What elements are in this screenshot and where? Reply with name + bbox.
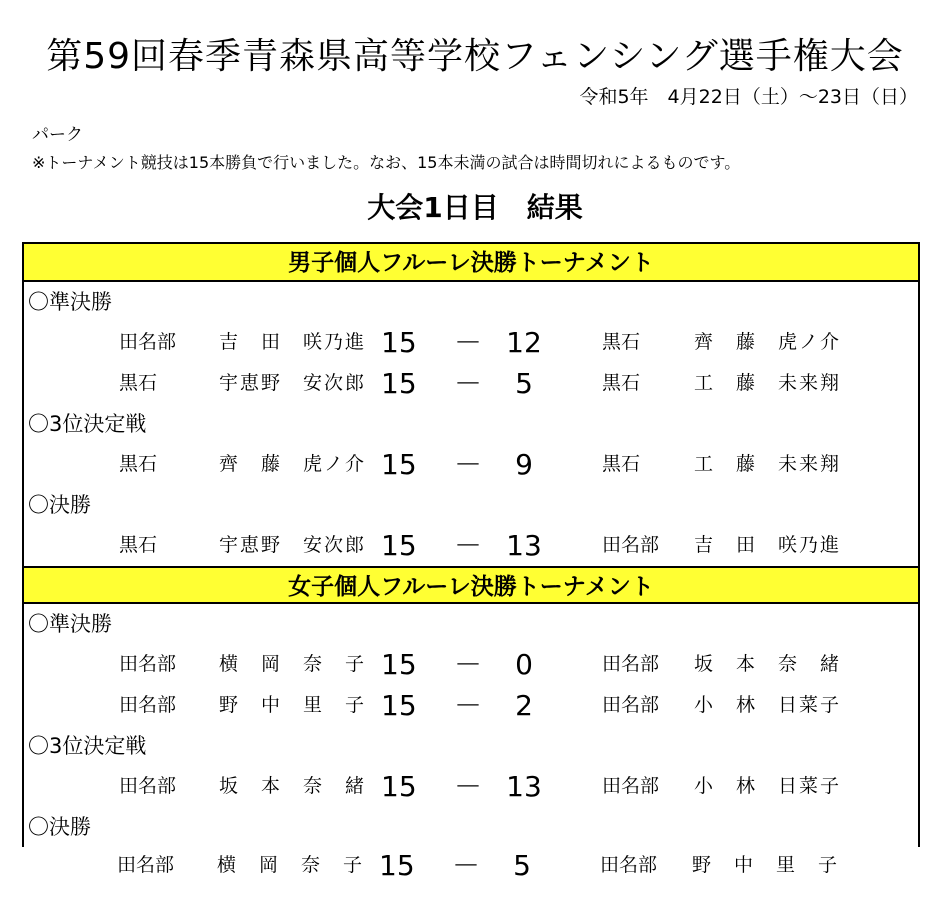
- right-name: 吉 田 咲乃進: [694, 534, 842, 556]
- stage-label: 〇3位決定戦: [28, 412, 147, 436]
- left-name: 齊 藤 虎ノ介: [219, 453, 367, 475]
- left-name: 野 中 里 子: [219, 694, 367, 716]
- section-banner: 女子個人フルーレ決勝トーナメント: [24, 566, 918, 604]
- left-name: 宇恵野 安次郎: [219, 534, 367, 556]
- left-score: 15: [381, 367, 417, 400]
- right-name: 齊 藤 虎ノ介: [694, 331, 842, 353]
- score-separator: －: [454, 770, 483, 803]
- section-womens-foil: [24, 566, 918, 847]
- right-name: 野 中 里 子: [692, 854, 840, 876]
- score-separator: －: [454, 367, 483, 400]
- right-name: 工 藤 未来翔: [694, 372, 842, 394]
- left-name: 宇恵野 安次郎: [219, 372, 367, 394]
- left-school: 田名部: [119, 653, 177, 675]
- score-separator: －: [454, 529, 483, 562]
- left-school: 黒石: [119, 372, 158, 394]
- score-separator: －: [454, 326, 483, 359]
- right-score: 0: [515, 648, 533, 681]
- right-score: 12: [506, 326, 542, 359]
- right-name: 坂 本 奈 緒: [694, 653, 842, 675]
- venue-text: パーク: [32, 125, 83, 145]
- stage-label: 〇決勝: [28, 815, 91, 839]
- right-school: 黒石: [602, 372, 641, 394]
- results-table: [22, 242, 920, 847]
- right-name: 小 林 日菜子: [694, 775, 842, 797]
- left-school: 田名部: [119, 694, 177, 716]
- right-score: 13: [506, 529, 542, 562]
- day-results-heading: 大会1日目 結果: [367, 191, 583, 224]
- right-name: 小 林 日菜子: [694, 694, 842, 716]
- section-banner: 男子個人フルーレ決勝トーナメント: [24, 244, 918, 282]
- left-school: 田名部: [119, 775, 177, 797]
- score-separator: －: [454, 689, 483, 722]
- right-score: 13: [506, 770, 542, 803]
- left-score: 15: [381, 529, 417, 562]
- stage-label: 〇準決勝: [28, 612, 112, 636]
- right-score: 2: [515, 689, 533, 722]
- left-score: 15: [381, 448, 417, 481]
- left-school: 黒石: [119, 453, 158, 475]
- match-row: [24, 322, 918, 363]
- event-date: 令和5年 4月22日（土）～23日（日）: [579, 86, 918, 108]
- right-school: 田名部: [600, 854, 658, 876]
- left-school: 田名部: [117, 854, 175, 876]
- left-school: 田名部: [119, 331, 177, 353]
- left-score: 15: [381, 770, 417, 803]
- document-title: 第59回春季青森県高等学校フェンシング選手権大会: [46, 36, 904, 77]
- right-school: 田名部: [602, 653, 660, 675]
- left-score: 15: [381, 326, 417, 359]
- match-row: [22, 845, 920, 886]
- right-school: 田名部: [602, 694, 660, 716]
- match-row: [24, 525, 918, 566]
- stage-label: 〇決勝: [28, 493, 91, 517]
- left-school: 黒石: [119, 534, 158, 556]
- right-school: 田名部: [602, 534, 660, 556]
- match-row: [24, 444, 918, 485]
- left-name: 横 岡 奈 子: [219, 653, 367, 675]
- match-row: [24, 685, 918, 726]
- right-school: 田名部: [602, 775, 660, 797]
- right-score: 5: [515, 367, 533, 400]
- left-name: 横 岡 奈 子: [217, 854, 365, 876]
- right-school: 黒石: [602, 331, 641, 353]
- left-name: 坂 本 奈 緒: [219, 775, 367, 797]
- match-row: [24, 644, 918, 685]
- stage-label: 〇準決勝: [28, 290, 112, 314]
- left-score: 15: [379, 849, 415, 882]
- right-name: 工 藤 未来翔: [694, 453, 842, 475]
- right-score: 9: [515, 448, 533, 481]
- left-name: 吉 田 咲乃進: [219, 331, 367, 353]
- tournament-note: ※トーナメント競技は15本勝負で行いました。なお、15本未満の試合は時間切れによるものです。: [32, 153, 741, 172]
- score-separator: －: [454, 648, 483, 681]
- left-score: 15: [381, 689, 417, 722]
- right-score: 5: [513, 849, 531, 882]
- match-row: [24, 766, 918, 807]
- match-row: [24, 363, 918, 404]
- section-mens-foil: [24, 244, 918, 566]
- right-school: 黒石: [602, 453, 641, 475]
- score-separator: －: [454, 448, 483, 481]
- stage-label: 〇3位決定戦: [28, 734, 147, 758]
- score-separator: －: [452, 849, 481, 882]
- left-score: 15: [381, 648, 417, 681]
